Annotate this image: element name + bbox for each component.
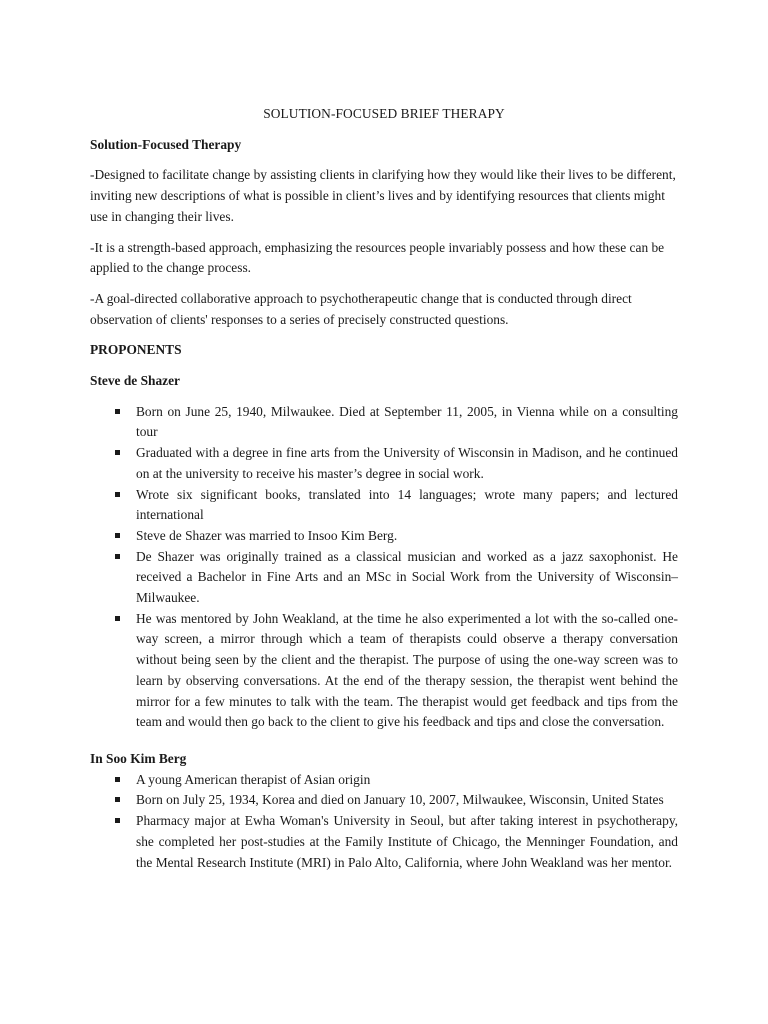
list-item	[90, 790, 678, 811]
square-bullet-icon	[115, 818, 120, 823]
list-item-text: Born on July 25, 1934, Korea and died on January 10, 2007, Milwaukee, Wisconsin, United States	[136, 792, 664, 808]
bullet-list-kim-berg	[90, 770, 678, 874]
section-heading: Solution-Focused Therapy	[90, 136, 242, 152]
list-item-text: Wrote six significant books, translated into 14 languages; wrote many papers; and lectured international	[136, 486, 678, 523]
bullet-list-de-shazer	[90, 402, 678, 733]
list-item-text: Born on June 25, 1940, Milwaukee. Died at September 11, 2005, in Vienna while on a consulting tour	[136, 403, 678, 440]
person-heading-de-shazer: Steve de Shazer	[90, 373, 180, 389]
list-item	[90, 547, 678, 609]
list-item	[90, 526, 678, 547]
list-item	[90, 609, 678, 733]
list-item	[90, 770, 678, 791]
paragraph: -A goal-directed collaborative approach to psychotherapeutic change that is conducted through direct observation of clients' responses to a series of precisely constructed questions.	[90, 290, 632, 327]
square-bullet-icon	[115, 450, 120, 455]
list-item	[90, 485, 678, 526]
document-title: SOLUTION-FOCUSED BRIEF THERAPY	[263, 106, 505, 121]
square-bullet-icon	[115, 533, 120, 538]
square-bullet-icon	[115, 777, 120, 782]
list-item-text: A young American therapist of Asian origin	[136, 771, 371, 787]
person-heading-kim-berg: In Soo Kim Berg	[90, 750, 187, 766]
square-bullet-icon	[115, 492, 120, 497]
list-item-text: Pharmacy major at Ewha Woman's University in Seoul, but after taking interest in psychotherapy, she completed her post-studies at the Family Institute of Chicago, the Menninger Foundation, and the Mental Research Institute (MRI) in Palo Alto, California, where John Weakland was her mentor.	[136, 813, 678, 870]
square-bullet-icon	[115, 554, 120, 559]
document-page	[90, 104, 678, 873]
list-item-text: Graduated with a degree in fine arts from the University of Wisconsin in Madison, and he continued on at the university to receive his master’s degree in social work.	[136, 445, 678, 481]
square-bullet-icon	[115, 797, 120, 802]
list-item-text: De Shazer was originally trained as a classical musician and worked as a jazz saxophonist. He received a Bachelor in Fine Arts and an MSc in Social Work from the University of Wisconsin–Milwaukee.	[136, 548, 678, 606]
list-item-text: He was mentored by John Weakland, at the time he also experimented a lot with the so-called one-way screen, a mirror through which a team of therapists could observe a therapy conversation without being seen by the client and the therapist. The purpose of using the one-way screen was to learn by observing conversations. At the end of the therapy session, the therapist went behind the mirror for a few minutes to talk with the team. The therapist would get feedback and tips from the team and would then go back to the client to give his feedback and tips and close the conversation.	[136, 610, 678, 730]
square-bullet-icon	[115, 409, 120, 414]
list-item-text: Steve de Shazer was married to Insoo Kim Berg.	[136, 527, 398, 543]
list-item	[90, 402, 678, 443]
proponents-heading: PROPONENTS	[90, 342, 182, 358]
square-bullet-icon	[115, 616, 120, 621]
paragraph: -Designed to facilitate change by assisting clients in clarifying how they would like their lives to be different, inviting new descriptions of what is possible in client’s lives and by identifying resources that clients might use in changing their lives.	[90, 167, 676, 224]
list-item	[90, 443, 678, 484]
paragraph: -It is a strength-based approach, emphasizing the resources people invariably possess and how these can be applied to the change process.	[90, 239, 665, 276]
list-item	[90, 811, 678, 873]
